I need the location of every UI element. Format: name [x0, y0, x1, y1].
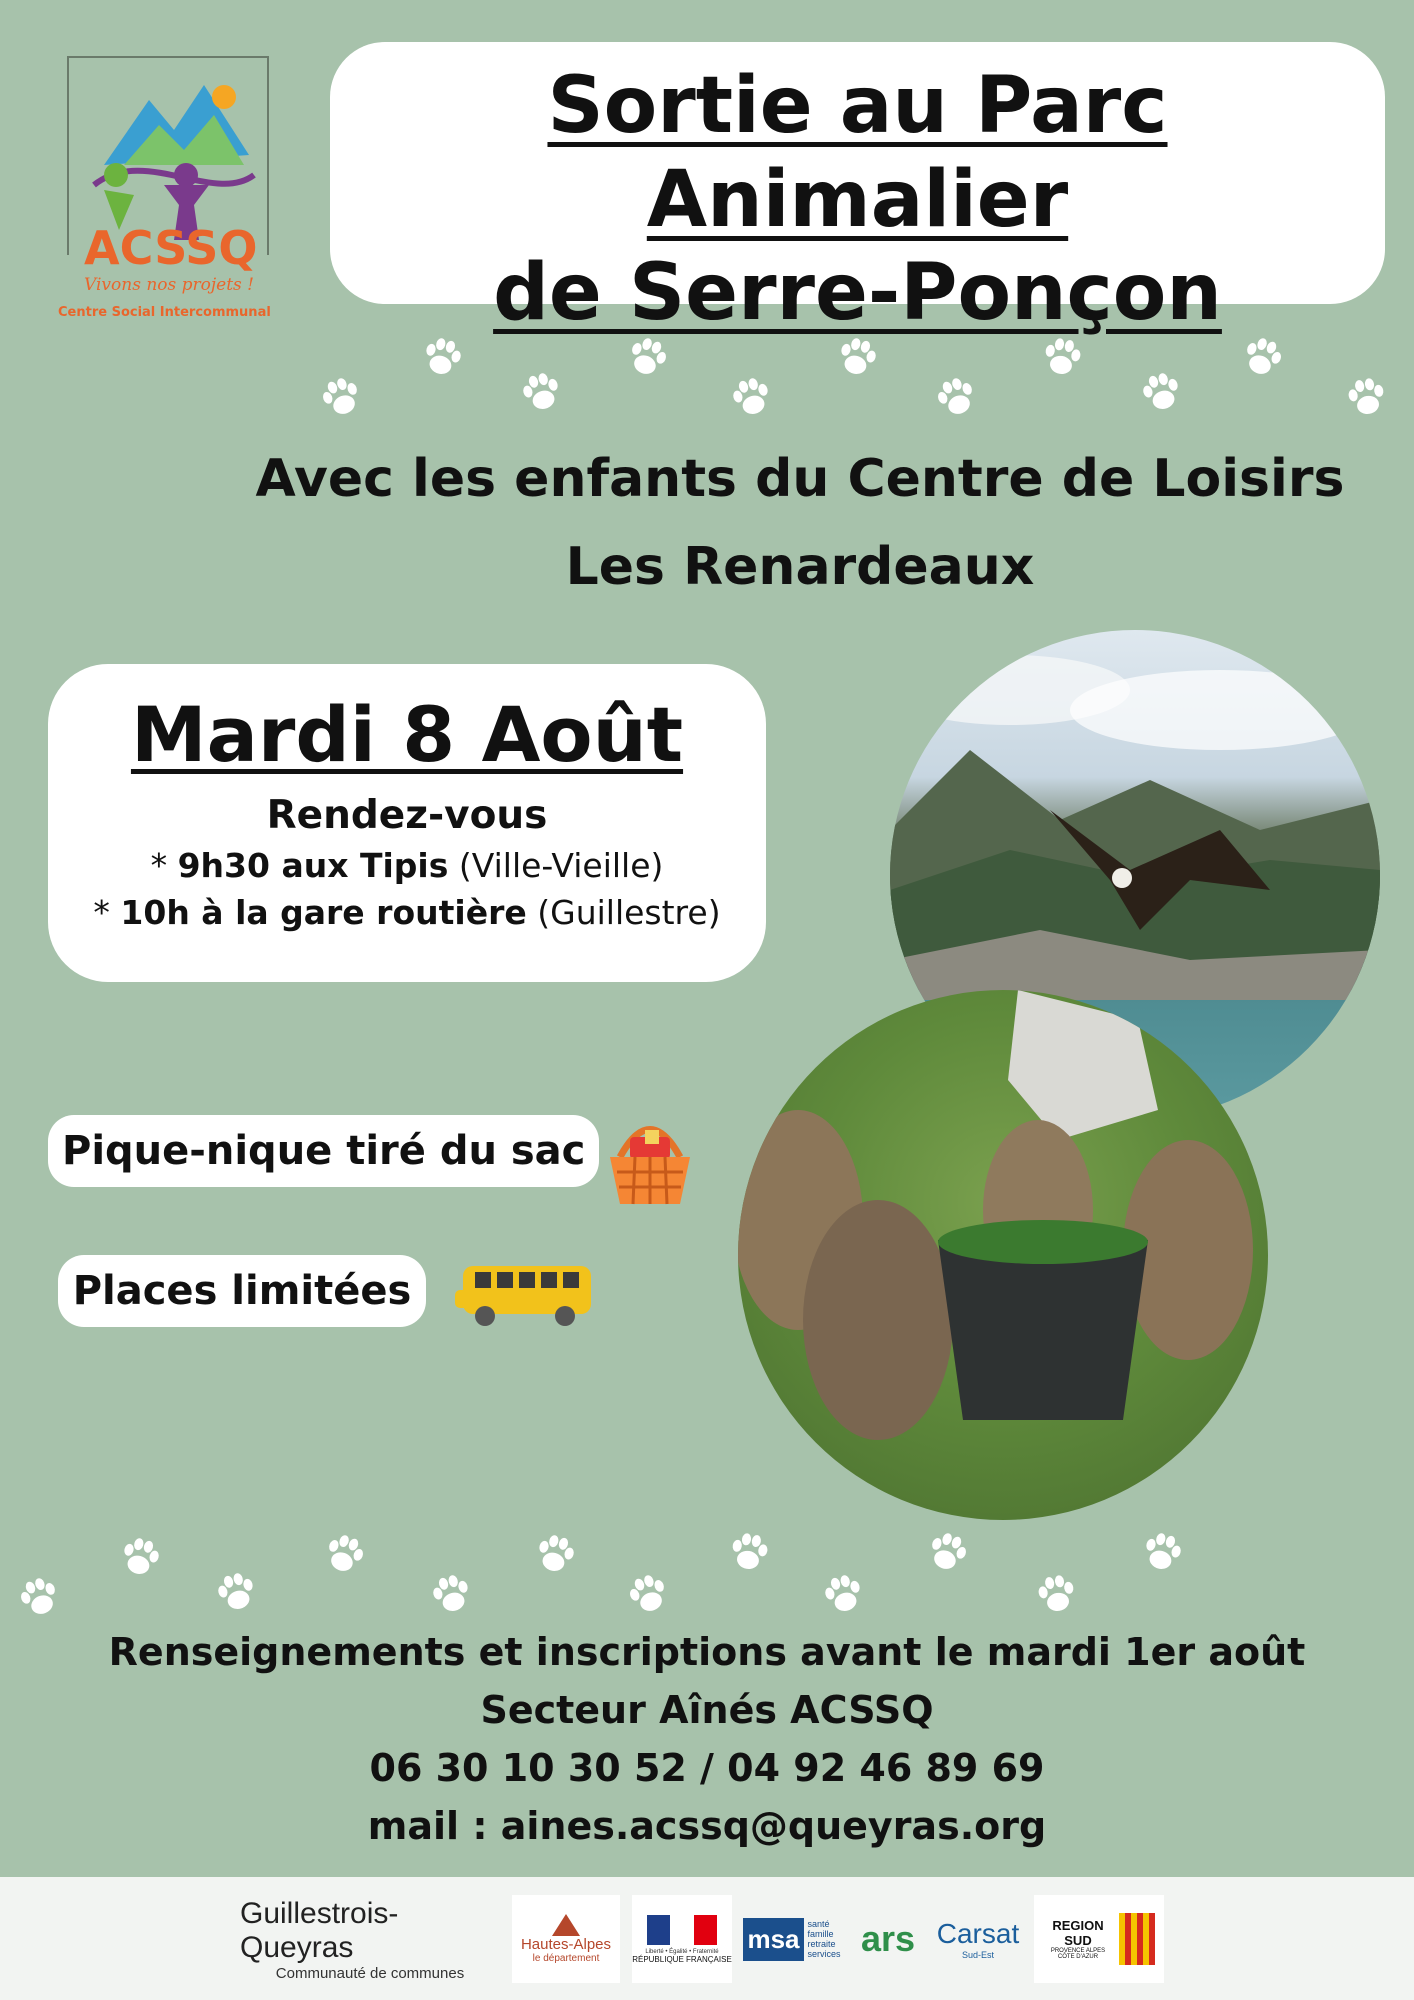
paw-print-icon: [1135, 1525, 1190, 1583]
subtitle: [240, 435, 1360, 611]
acssq-logo-name: ACSSQ: [84, 221, 258, 275]
rdv-item-text: 10h à la gare routière: [120, 893, 527, 932]
logo-republique-francaise: [632, 1895, 732, 1983]
logo-region-name: REGION: [1052, 1918, 1104, 1933]
acssq-logo-tagline: Vivons nos projets !: [84, 275, 255, 295]
logo-region-sub: PROVENCE ALPES CÔTE D'AZUR: [1050, 1948, 1106, 1960]
logo-msa-line: retraite: [807, 1939, 836, 1949]
logo-carsat: [928, 1895, 1028, 1983]
paw-print-icon: [515, 365, 570, 423]
paw-print-icon: [528, 1527, 583, 1585]
logo-msa-name: msa: [743, 1918, 803, 1961]
paw-print-icon: [313, 369, 371, 429]
logo-carsat-name: Carsat: [936, 1918, 1020, 1949]
logo-hautes-alpes-name: Hautes-Alpes: [520, 1936, 612, 1953]
logo-hautes-alpes: [512, 1895, 620, 1983]
logo-region-sud: [1034, 1895, 1164, 1983]
paw-print-icon: [315, 1526, 373, 1586]
paw-print-icon: [1031, 1569, 1083, 1624]
marianne-icon: [647, 1915, 717, 1945]
info-phone: 06 30 10 30 52 / 04 92 46 89 69: [369, 1746, 1045, 1790]
paw-print-icon: [425, 1567, 480, 1625]
logo-hautes-alpes-sub: le département: [532, 1953, 600, 1964]
logo-region-name-2: SUD: [1064, 1933, 1092, 1948]
title-box: [330, 42, 1385, 339]
logo-guillestrois-name: Guillestrois-Queyras: [240, 1896, 399, 1964]
logo-region-text: [1043, 1918, 1113, 1960]
logo-republique-motto: Liberté • Égalité • Fraternité: [645, 1948, 719, 1955]
rdv-item-text: 9h30 aux Tipis: [177, 846, 449, 885]
logo-guillestrois: [240, 1895, 500, 1983]
info-line-1: Renseignements et inscriptions avant le mardi 1er août: [108, 1630, 1306, 1674]
marmots-photo: [738, 990, 1268, 1520]
title-line-2: de Serre-Ponçon: [493, 248, 1222, 339]
subtitle-line-2: Les Renardeaux: [565, 537, 1035, 597]
logo-msa-line: services: [807, 1949, 841, 1959]
event-date: Mardi 8 Août: [130, 690, 684, 779]
paw-print-icon: [11, 1569, 69, 1629]
rdv-bullet: *: [93, 893, 110, 932]
paw-print-icon: [723, 1527, 775, 1582]
paw-print-icon: [928, 369, 986, 429]
logo-msa-line: famille: [807, 1929, 834, 1939]
paw-print-icon: [113, 1530, 168, 1588]
bus-icon: [455, 1260, 595, 1328]
logo-republique-name: RÉPUBLIQUE FRANÇAISE: [632, 1954, 732, 1964]
mountain-icon: [552, 1914, 580, 1936]
acssq-logo: [58, 55, 274, 330]
partner-logos: [0, 1877, 1414, 2000]
rdv-item: [48, 846, 766, 885]
marmots-icon: [738, 990, 1268, 1520]
rdv-item-place: (Ville-Vieille): [458, 846, 664, 885]
paw-print-icon: [1341, 372, 1393, 427]
paw-print-icon: [1036, 332, 1088, 387]
paw-print-icon: [725, 370, 780, 428]
subtitle-line-1: Avec les enfants du Centre de Loisirs: [255, 449, 1345, 509]
logo-ars: [852, 1895, 924, 1983]
paw-print-icon: [817, 1567, 872, 1625]
rdv-item: [48, 893, 766, 932]
rdv-bullet: *: [150, 846, 168, 885]
rdv-label: Rendez-vous: [266, 793, 548, 838]
info-mail[interactable]: mail : aines.acssq@queyras.org: [367, 1804, 1047, 1848]
logo-msa-lines: [808, 1919, 841, 1959]
picnic-note: Pique-nique tiré du sac: [48, 1115, 599, 1187]
region-flag-icon: [1119, 1913, 1155, 1965]
logo-ars-name: ars: [860, 1918, 916, 1959]
paw-print-icon: [620, 1566, 678, 1626]
paw-print-icon: [1135, 365, 1190, 423]
logo-msa: [742, 1895, 842, 1983]
date-box: [48, 664, 766, 982]
places-note: Places limitées: [58, 1255, 426, 1327]
title-line-1: Sortie au Parc Animalier: [547, 61, 1168, 245]
logo-guillestrois-sub: Communauté de communes: [275, 1964, 465, 1982]
paw-print-icon: [918, 1524, 976, 1584]
info-line-2: Secteur Aînés ACSSQ: [480, 1688, 934, 1732]
paw-print-icon: [210, 1565, 265, 1623]
picnic-basket-icon: [605, 1112, 695, 1207]
logo-msa-line: santé: [807, 1919, 830, 1929]
rdv-item-place: (Guillestre): [537, 893, 721, 932]
acssq-logo-subtitle: Centre Social Intercommunal: [58, 305, 271, 320]
logo-carsat-sub: Sud-Est: [961, 1950, 994, 1960]
